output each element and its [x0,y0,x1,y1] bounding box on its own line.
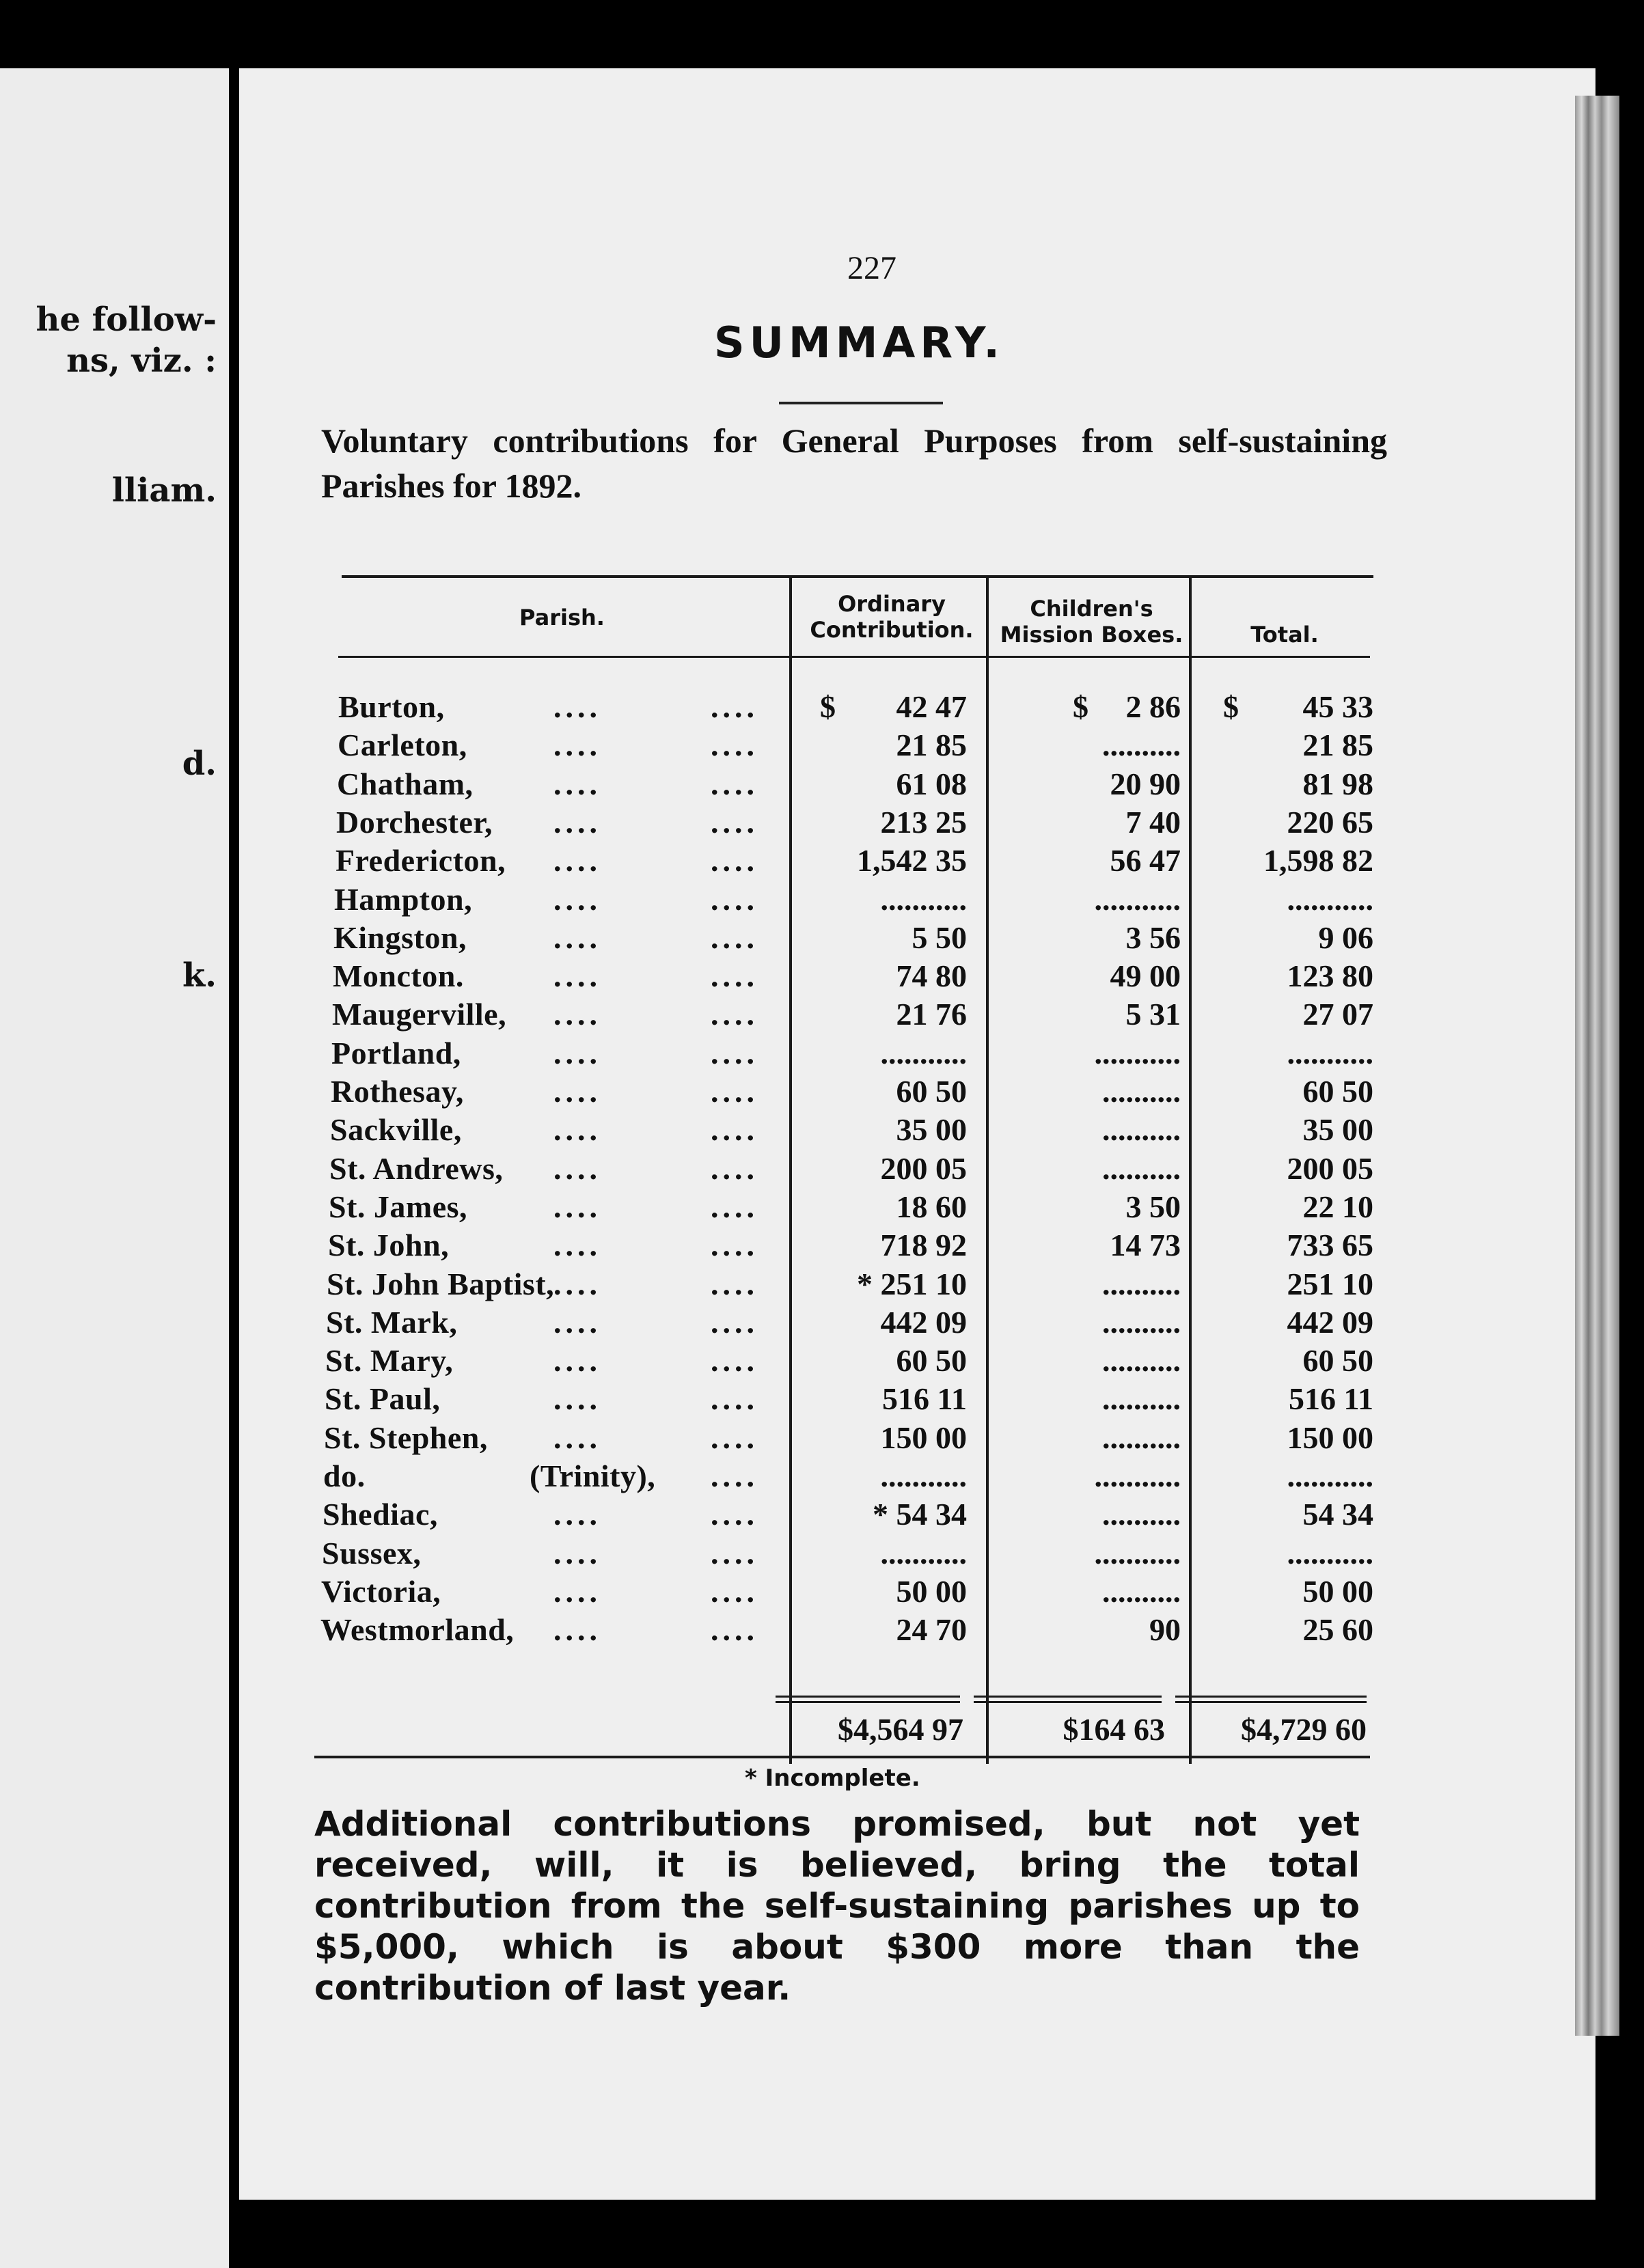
leader-dots: .... [711,1267,758,1301]
ordinary-value: 150 00 [880,1420,967,1455]
children-value: 7 40 [1125,805,1181,840]
total-value: ........... [1287,1458,1373,1493]
header-parish: Parish. [519,605,605,631]
facing-page-line: k. [182,956,217,995]
parish-name: Chatham, [337,766,474,801]
leader-dots: .... [711,1536,758,1571]
children-value: .......... [1102,1574,1181,1609]
children-value: 20 90 [1110,766,1181,801]
page-title: SUMMARY. [714,318,1004,368]
footnote: * Incomplete. [745,1765,920,1792]
leader-dots: .... [553,1074,601,1109]
ordinary-value: 213 25 [880,805,967,840]
total-value: 60 50 [1302,1074,1373,1109]
leader-dots: .... [711,958,758,993]
children-value: ........... [1094,1536,1181,1571]
ordinary-value: * 54 34 [873,1497,967,1532]
children-value: .......... [1102,1112,1181,1147]
parish-name: Portland, [331,1036,461,1070]
parish-name: St. Paul, [325,1381,441,1416]
leader-dots: .... [711,1036,758,1070]
total-value: 21 85 [1302,728,1373,762]
column-divider [789,575,792,1764]
parish-name: Rothesay, [331,1074,464,1109]
leader-dots: .... [711,997,758,1032]
total-value: 50 00 [1302,1574,1373,1609]
sum-rule [776,1696,960,1698]
column-divider [986,575,989,1764]
parish-name: Sackville, [330,1112,462,1147]
ordinary-value: 24 70 [896,1612,967,1647]
header-total: Total. [1250,622,1319,648]
total-value: 220 65 [1287,805,1373,840]
total-ordinary: $4,564 97 [838,1712,963,1747]
ordinary-value: 442 09 [880,1305,967,1340]
currency-sign: $ [1073,689,1088,724]
ordinary-value: 18 60 [896,1189,967,1224]
sum-rule [974,1696,1162,1698]
children-value: 5 31 [1125,997,1181,1032]
leader-dots: .... [553,1267,601,1301]
table-top-rule [342,575,1373,578]
children-value: .......... [1102,1420,1181,1455]
leader-dots: .... [711,920,758,955]
sum-rule [1175,1696,1367,1698]
parish-name: Maugerville, [332,997,507,1032]
leader-dots: .... [553,1189,601,1224]
total-value: 54 34 [1302,1497,1373,1532]
leader-dots: .... [553,1420,601,1455]
facing-page-line: lliam. [111,471,217,510]
page-edge [1575,96,1619,2036]
header-ordinary-line: Ordinary [838,591,946,617]
leader-dots: .... [553,1036,601,1070]
parish-name: Dorchester, [336,805,493,840]
leader-dots: .... [711,1112,758,1147]
total-value: 442 09 [1287,1305,1373,1340]
ordinary-value: ........... [880,1458,967,1493]
children-value: .......... [1102,1343,1181,1378]
header-children-line: Children's [1030,596,1153,622]
parish-name: St. James, [329,1189,468,1224]
total-value: 27 07 [1302,997,1373,1032]
leader-dots: .... [711,805,758,840]
leader-dots: .... [711,766,758,801]
parish-name: St. John Baptist, [327,1267,555,1301]
leader-dots: .... [711,1151,758,1186]
leader-dots: .... [711,728,758,762]
parish-name: Westmorland, [320,1612,515,1647]
facing-page-line: he follow- [36,301,217,339]
total-value: 1,598 82 [1263,843,1373,878]
leader-dots: .... [553,728,601,762]
total-value: 81 98 [1302,766,1373,801]
leader-dots: .... [711,1612,758,1647]
facing-page-line: ns, viz. : [66,342,217,380]
ordinary-value: 42 47 [896,689,967,724]
leader-dots: .... [711,1497,758,1532]
children-value: 3 56 [1125,920,1181,955]
ordinary-value: * 251 10 [857,1267,967,1301]
parish-name: Victoria, [321,1574,441,1609]
facing-page-fragment [0,68,229,2268]
parish-name: St. Mary, [325,1343,454,1378]
leader-dots: .... [553,689,601,724]
leader-dots: .... [711,1458,758,1493]
total-value: 60 50 [1302,1343,1373,1378]
header-bottom-rule [338,656,1370,658]
total-value: ........... [1287,1536,1373,1571]
facing-page-line: d. [182,745,217,783]
children-value: .......... [1102,1074,1181,1109]
currency-sign: $ [820,689,836,724]
leader-dots: .... [553,882,601,917]
children-value: 2 86 [1125,689,1181,724]
closing-paragraph: Additional contributions promised, but not yet received, will, it is believed, bring the total contribution from the self-sustaining parishes up to $5,000, which is about $300 more than the contribution of last year. [314,1804,1360,2008]
leader-dots: .... [553,1151,601,1186]
ordinary-value: 200 05 [880,1151,967,1186]
parish-name: Hampton, [334,882,473,917]
total-value: 45 33 [1302,689,1373,724]
parish-name: Burton, [338,689,445,724]
total-children: $164 63 [1063,1712,1165,1747]
leader-dots: .... [553,997,601,1032]
leader-dots: .... [553,1343,601,1378]
leader-dots: .... [553,805,601,840]
ordinary-value: 21 76 [896,997,967,1032]
children-value: 90 [1149,1612,1181,1647]
ordinary-value: ........... [880,1036,967,1070]
parish-name: St. Mark, [326,1305,458,1340]
children-value: ........... [1094,882,1181,917]
leader-dots: .... [553,1497,601,1532]
leader-dots: .... [711,1189,758,1224]
leader-dots: .... [553,1228,601,1262]
children-value: .......... [1102,1305,1181,1340]
total-value: 35 00 [1302,1112,1373,1147]
leader-dots: .... [553,1112,601,1147]
total-value: 733 65 [1287,1228,1373,1262]
parish-name: Kingston, [333,920,467,955]
leader-dots: .... [553,958,601,993]
leader-dots: .... [553,1305,601,1340]
total-value: 150 00 [1287,1420,1373,1455]
header-ordinary [799,591,984,643]
leader-dots: .... [553,1381,601,1416]
title-rule [779,402,943,404]
intro-paragraph: Voluntary contributions for General Purposes from self-sustaining Parishes for 1892. [321,421,1387,505]
leader-dots: .... [711,1420,758,1455]
header-ordinary-line: Contribution. [810,617,974,643]
header-children-line: Mission Boxes. [1000,622,1183,648]
leader-dots: .... [553,843,601,878]
parish-name-suffix: (Trinity), [530,1458,656,1493]
ordinary-value: 50 00 [896,1574,967,1609]
children-value: .......... [1102,1497,1181,1532]
ordinary-value: 60 50 [896,1074,967,1109]
children-value: 3 50 [1125,1189,1181,1224]
parish-name: Moncton. [333,958,464,993]
parish-name: St. Stephen, [324,1420,488,1455]
children-value: ........... [1094,1458,1181,1493]
ordinary-value: 516 11 [882,1381,967,1416]
children-value: ........... [1094,1036,1181,1070]
leader-dots: .... [711,882,758,917]
total-value: ........... [1287,882,1373,917]
leader-dots: .... [711,1381,758,1416]
total-value: 9 06 [1318,920,1373,955]
parish-name: Shediac, [323,1497,438,1532]
total-value: 200 05 [1287,1151,1373,1186]
ordinary-value: ........... [880,882,967,917]
sum-rule [776,1701,960,1703]
leader-dots: .... [711,1574,758,1609]
leader-dots: .... [553,920,601,955]
total-value: 22 10 [1302,1189,1373,1224]
header-children [994,596,1189,648]
ordinary-value: 718 92 [880,1228,967,1262]
sum-rule [1175,1701,1367,1703]
sum-rule [974,1701,1162,1703]
children-value: .......... [1102,1381,1181,1416]
leader-dots: .... [711,689,758,724]
leader-dots: .... [553,1536,601,1571]
ordinary-value: 21 85 [896,728,967,762]
leader-dots: .... [711,1305,758,1340]
ordinary-value: 74 80 [896,958,967,993]
table-bottom-rule [314,1756,1370,1758]
children-value: 14 73 [1110,1228,1181,1262]
ordinary-value: 5 50 [912,920,967,955]
parish-name: St. John, [328,1228,450,1262]
ordinary-value: 1,542 35 [857,843,967,878]
parish-name: Fredericton, [335,843,506,878]
ordinary-value: 61 08 [896,766,967,801]
total-value: ........... [1287,1036,1373,1070]
total-value: 123 80 [1287,958,1373,993]
parish-name: do. [323,1458,366,1493]
children-value: .......... [1102,1151,1181,1186]
leader-dots: .... [711,1228,758,1262]
parish-name: St. Andrews, [329,1151,504,1186]
parish-name: Sussex, [322,1536,422,1571]
children-value: .......... [1102,1267,1181,1301]
ordinary-value: 60 50 [896,1343,967,1378]
leader-dots: .... [711,843,758,878]
ordinary-value: ........... [880,1536,967,1571]
leader-dots: .... [553,1574,601,1609]
parish-name: Carleton, [338,728,467,762]
leader-dots: .... [711,1343,758,1378]
leader-dots: .... [711,1074,758,1109]
page-number: 227 [847,250,896,286]
total-value: 25 60 [1302,1612,1373,1647]
ordinary-value: 35 00 [896,1112,967,1147]
total-value: 516 11 [1289,1381,1373,1416]
leader-dots: .... [553,1612,601,1647]
children-value: 49 00 [1110,958,1181,993]
children-value: .......... [1102,728,1181,762]
leader-dots: .... [553,766,601,801]
column-divider [1189,575,1192,1764]
children-value: 56 47 [1110,843,1181,878]
total-grand: $4,729 60 [1241,1712,1367,1747]
currency-sign: $ [1223,689,1239,724]
total-value: 251 10 [1287,1267,1373,1301]
